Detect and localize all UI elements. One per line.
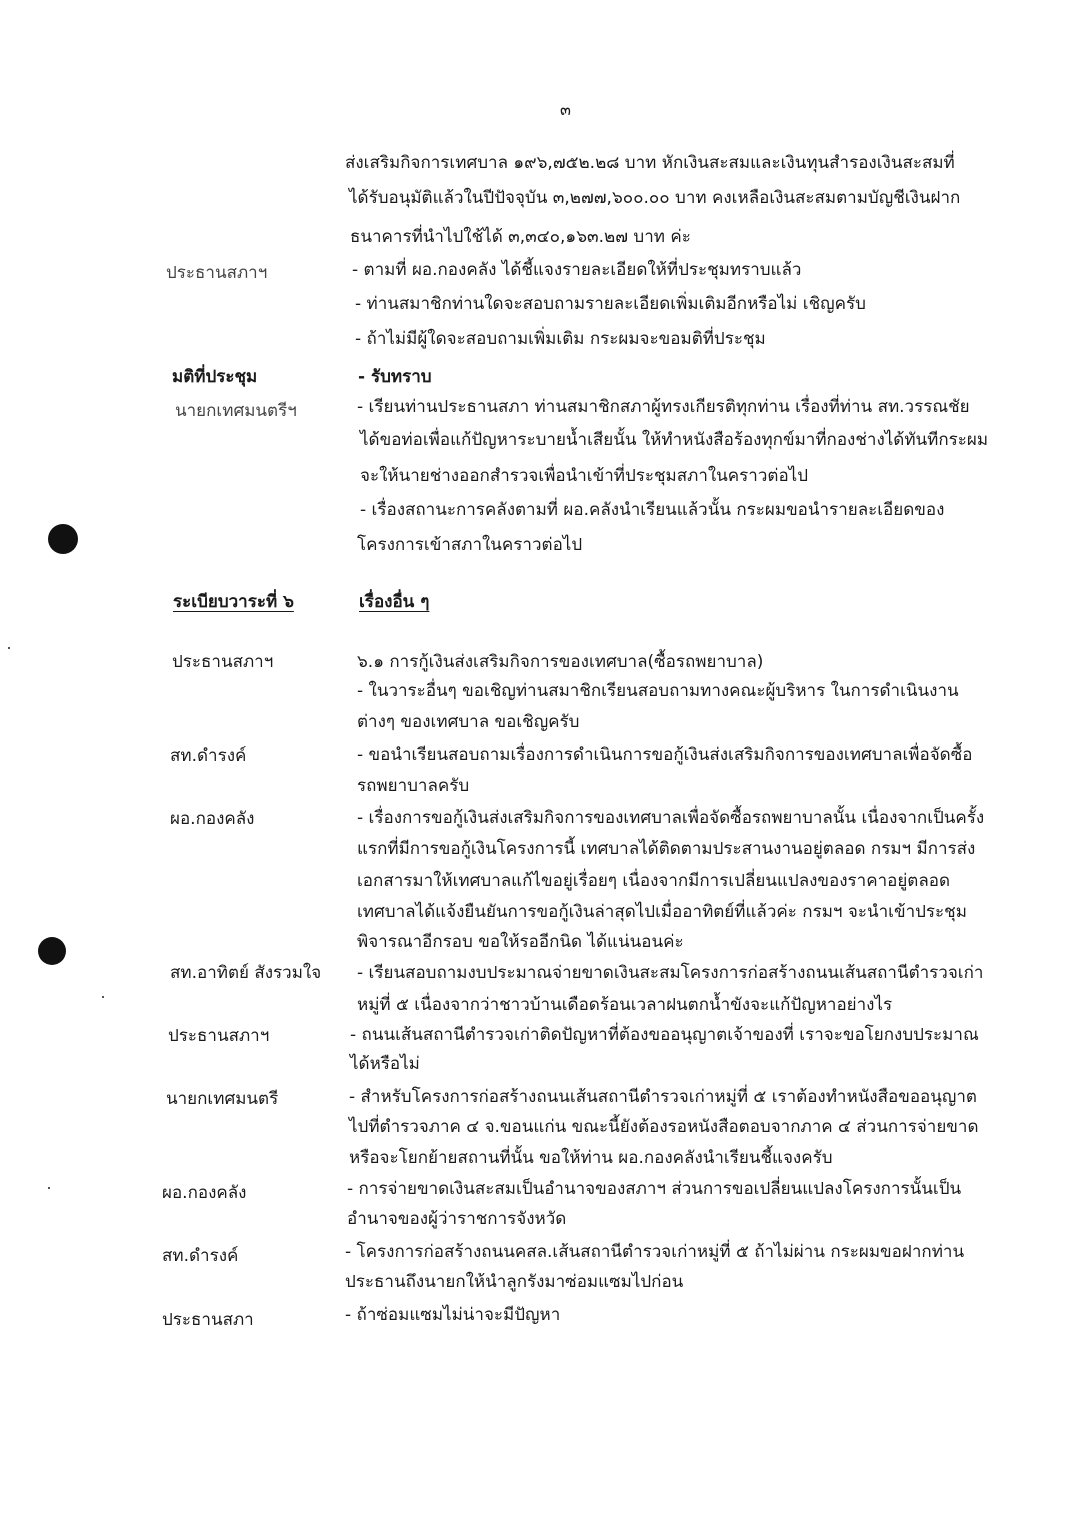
carryover-line: ธนาคารที่นำไปใช้ได้ ๓,๓๔๐,๑๖๓.๒๗ บาท ค่ะ — [350, 227, 691, 247]
speaker-label: ผอ.กองคลัง — [162, 1183, 247, 1203]
speaker-label: ประธานสภา — [162, 1310, 254, 1330]
statement-line: อำนาจของผู้ว่าราชการจังหวัด — [347, 1209, 567, 1229]
statement-line: ได้หรือไม่ — [350, 1054, 420, 1074]
carryover-line: ส่งเสริมกิจการเทศบาล ๑๙๖,๗๕๒.๒๘ บาท หักเงินสะสมและเงินทุนสำรองเงินสะสมที่ — [345, 153, 955, 173]
scan-speck — [102, 996, 104, 998]
agenda-label: ระเบียบวาระที่ ๖ — [173, 592, 294, 612]
speaker-label: สท.อาทิตย์ สังรวมใจ — [170, 963, 322, 983]
speaker-label: ผอ.กองคลัง — [170, 809, 255, 829]
agenda-title: เรื่องอื่น ๆ — [359, 592, 430, 612]
speaker-label: สท.ดำรงค์ — [170, 746, 247, 766]
speaker-label: ประธานสภาฯ — [172, 652, 274, 672]
statement-line: - ถนนเส้นสถานีตำรวจเก่าติดปัญหาที่ต้องขออนุญาตเจ้าของที่ เราจะขอโยกงบประมาณ — [350, 1025, 979, 1045]
statement-line: - โครงการก่อสร้างถนนคสล.เส้นสถานีตำรวจเก่าหมู่ที่ ๕ ถ้าไม่ผ่าน กระผมขอฝากท่าน — [345, 1242, 965, 1262]
statement-line: - ถ้าไม่มีผู้ใดจะสอบถามเพิ่มเติม กระผมจะขอมติที่ประชุม — [355, 329, 766, 349]
statement-line: - ท่านสมาชิกท่านใดจะสอบถามรายละเอียดเพิ่มเติมอีกหรือไม่ เชิญครับ — [355, 294, 866, 314]
item-heading: ๖.๑ การกู้เงินส่งเสริมกิจการของเทศบาล(ซื้อรถพยาบาล) — [357, 652, 764, 672]
punch-hole — [38, 937, 66, 965]
resolution-label: มติที่ประชุม — [172, 367, 258, 387]
speaker-label: นายกเทศมนตรีฯ — [175, 401, 297, 421]
scan-speck — [8, 647, 10, 649]
speaker-label: ประธานสภาฯ — [168, 1026, 270, 1046]
statement-line: หมู่ที่ ๕ เนื่องจากว่าชาวบ้านเดือดร้อนเวลาฝนตกน้ำขังจะแก้ปัญหาอย่างไร — [357, 995, 893, 1015]
speaker-label: ประธานสภาฯ — [166, 263, 268, 283]
statement-line: - ในวาระอื่นๆ ขอเชิญท่านสมาชิกเรียนสอบถามทางคณะผู้บริหาร ในการดำเนินงาน — [357, 681, 959, 701]
statement-line: เทศบาลได้แจ้งยืนยันการขอกู้เงินล่าสุดไปเมื่ออาทิตย์ที่แล้วค่ะ กรมฯ จะนำเข้าประชุม — [357, 902, 967, 922]
speaker-label: นายกเทศมนตรี — [166, 1089, 279, 1109]
carryover-line: ได้รับอนุมัติแล้วในปีปัจจุบัน ๓,๒๗๗,๖๐๐.๐๐ บาท คงเหลือเงินสะสมตามบัญชีเงินฝาก — [349, 188, 961, 208]
statement-line: ได้ขอท่อเพื่อแก้ปัญหาระบายน้ำเสียนั้น ให้ทำหนังสือร้องทุกข์มาที่กองช่างได้ทันทีกระผม — [360, 430, 989, 450]
resolution-text: - รับทราบ — [358, 367, 432, 387]
statement-line: - เรียนท่านประธานสภา ท่านสมาชิกสภาผู้ทรงเกียรติทุกท่าน เรื่องที่ท่าน สท.วรรณชัย — [357, 397, 970, 417]
statement-line: - เรื่องสถานะการคลังตามที่ ผอ.คลังนำเรียนแล้วนั้น กระผมขอนำรายละเอียดของ — [360, 500, 945, 520]
statement-line: โครงการเข้าสภาในคราวต่อไป — [357, 535, 583, 555]
statement-line: ต่างๆ ของเทศบาล ขอเชิญครับ — [357, 712, 580, 732]
statement-line: หรือจะโยกย้ายสถานที่นั้น ขอให้ท่าน ผอ.กองคลังนำเรียนชี้แจงครับ — [349, 1148, 833, 1168]
punch-hole — [48, 524, 78, 554]
statement-line: เอกสารมาให้เทศบาลแก้ไขอยู่เรื่อยๆ เนื่องจากมีการเปลี่ยนแปลงของราคาอยู่ตลอด — [357, 871, 951, 891]
statement-line: จะให้นายช่างออกสำรวจเพื่อนำเข้าที่ประชุมสภาในคราวต่อไป — [360, 466, 808, 486]
statement-line: แรกที่มีการขอกู้เงินโครงการนี้ เทศบาลได้ติดตามประสานงานอยู่ตลอด กรมฯ มีการส่ง — [357, 839, 976, 859]
statement-line: พิจารณาอีกรอบ ขอให้รออีกนิด ได้แน่นอนค่ะ — [357, 932, 684, 952]
statement-line: - ขอนำเรียนสอบถามเรื่องการดำเนินการขอกู้เงินส่งเสริมกิจการของเทศบาลเพื่อจัดซื้อ — [357, 745, 973, 765]
statement-line: - ตามที่ ผอ.กองคลัง ได้ชี้แจงรายละเอียดให้ที่ประชุมทราบแล้ว — [352, 260, 802, 280]
statement-line: ไปที่ตำรวจภาค ๔ จ.ขอนแก่น ขณะนี้ยังต้องรอหนังสือตอบจากภาค ๔ ส่วนการจ่ายขาด — [349, 1117, 979, 1137]
statement-line: - การจ่ายขาดเงินสะสมเป็นอำนาจของสภาฯ ส่วนการขอเปลี่ยนแปลงโครงการนั้นเป็น — [347, 1179, 962, 1199]
speaker-label: สท.ดำรงค์ — [162, 1246, 239, 1266]
statement-line: รถพยาบาลครับ — [357, 776, 470, 796]
statement-line: - สำหรับโครงการก่อสร้างถนนเส้นสถานีตำรวจเก่าหมู่ที่ ๕ เราต้องทำหนังสือขออนุญาต — [349, 1087, 977, 1107]
statement-line: - เรียนสอบถามงบประมาณจ่ายขาดเงินสะสมโครงการก่อสร้างถนนเส้นสถานีตำรวจเก่า — [357, 963, 984, 983]
page-number: ๓ — [560, 100, 571, 119]
scan-speck — [48, 1187, 50, 1189]
statement-line: ประธานถึงนายกให้นำลูกรังมาซ่อมแซมไปก่อน — [345, 1272, 684, 1292]
statement-line: - ถ้าซ่อมแซมไม่น่าจะมีปัญหา — [345, 1305, 561, 1325]
statement-line: - เรื่องการขอกู้เงินส่งเสริมกิจการของเทศบาลเพื่อจัดซื้อรถพยาบาลนั้น เนื่องจากเป็นครั้ง — [357, 808, 985, 828]
